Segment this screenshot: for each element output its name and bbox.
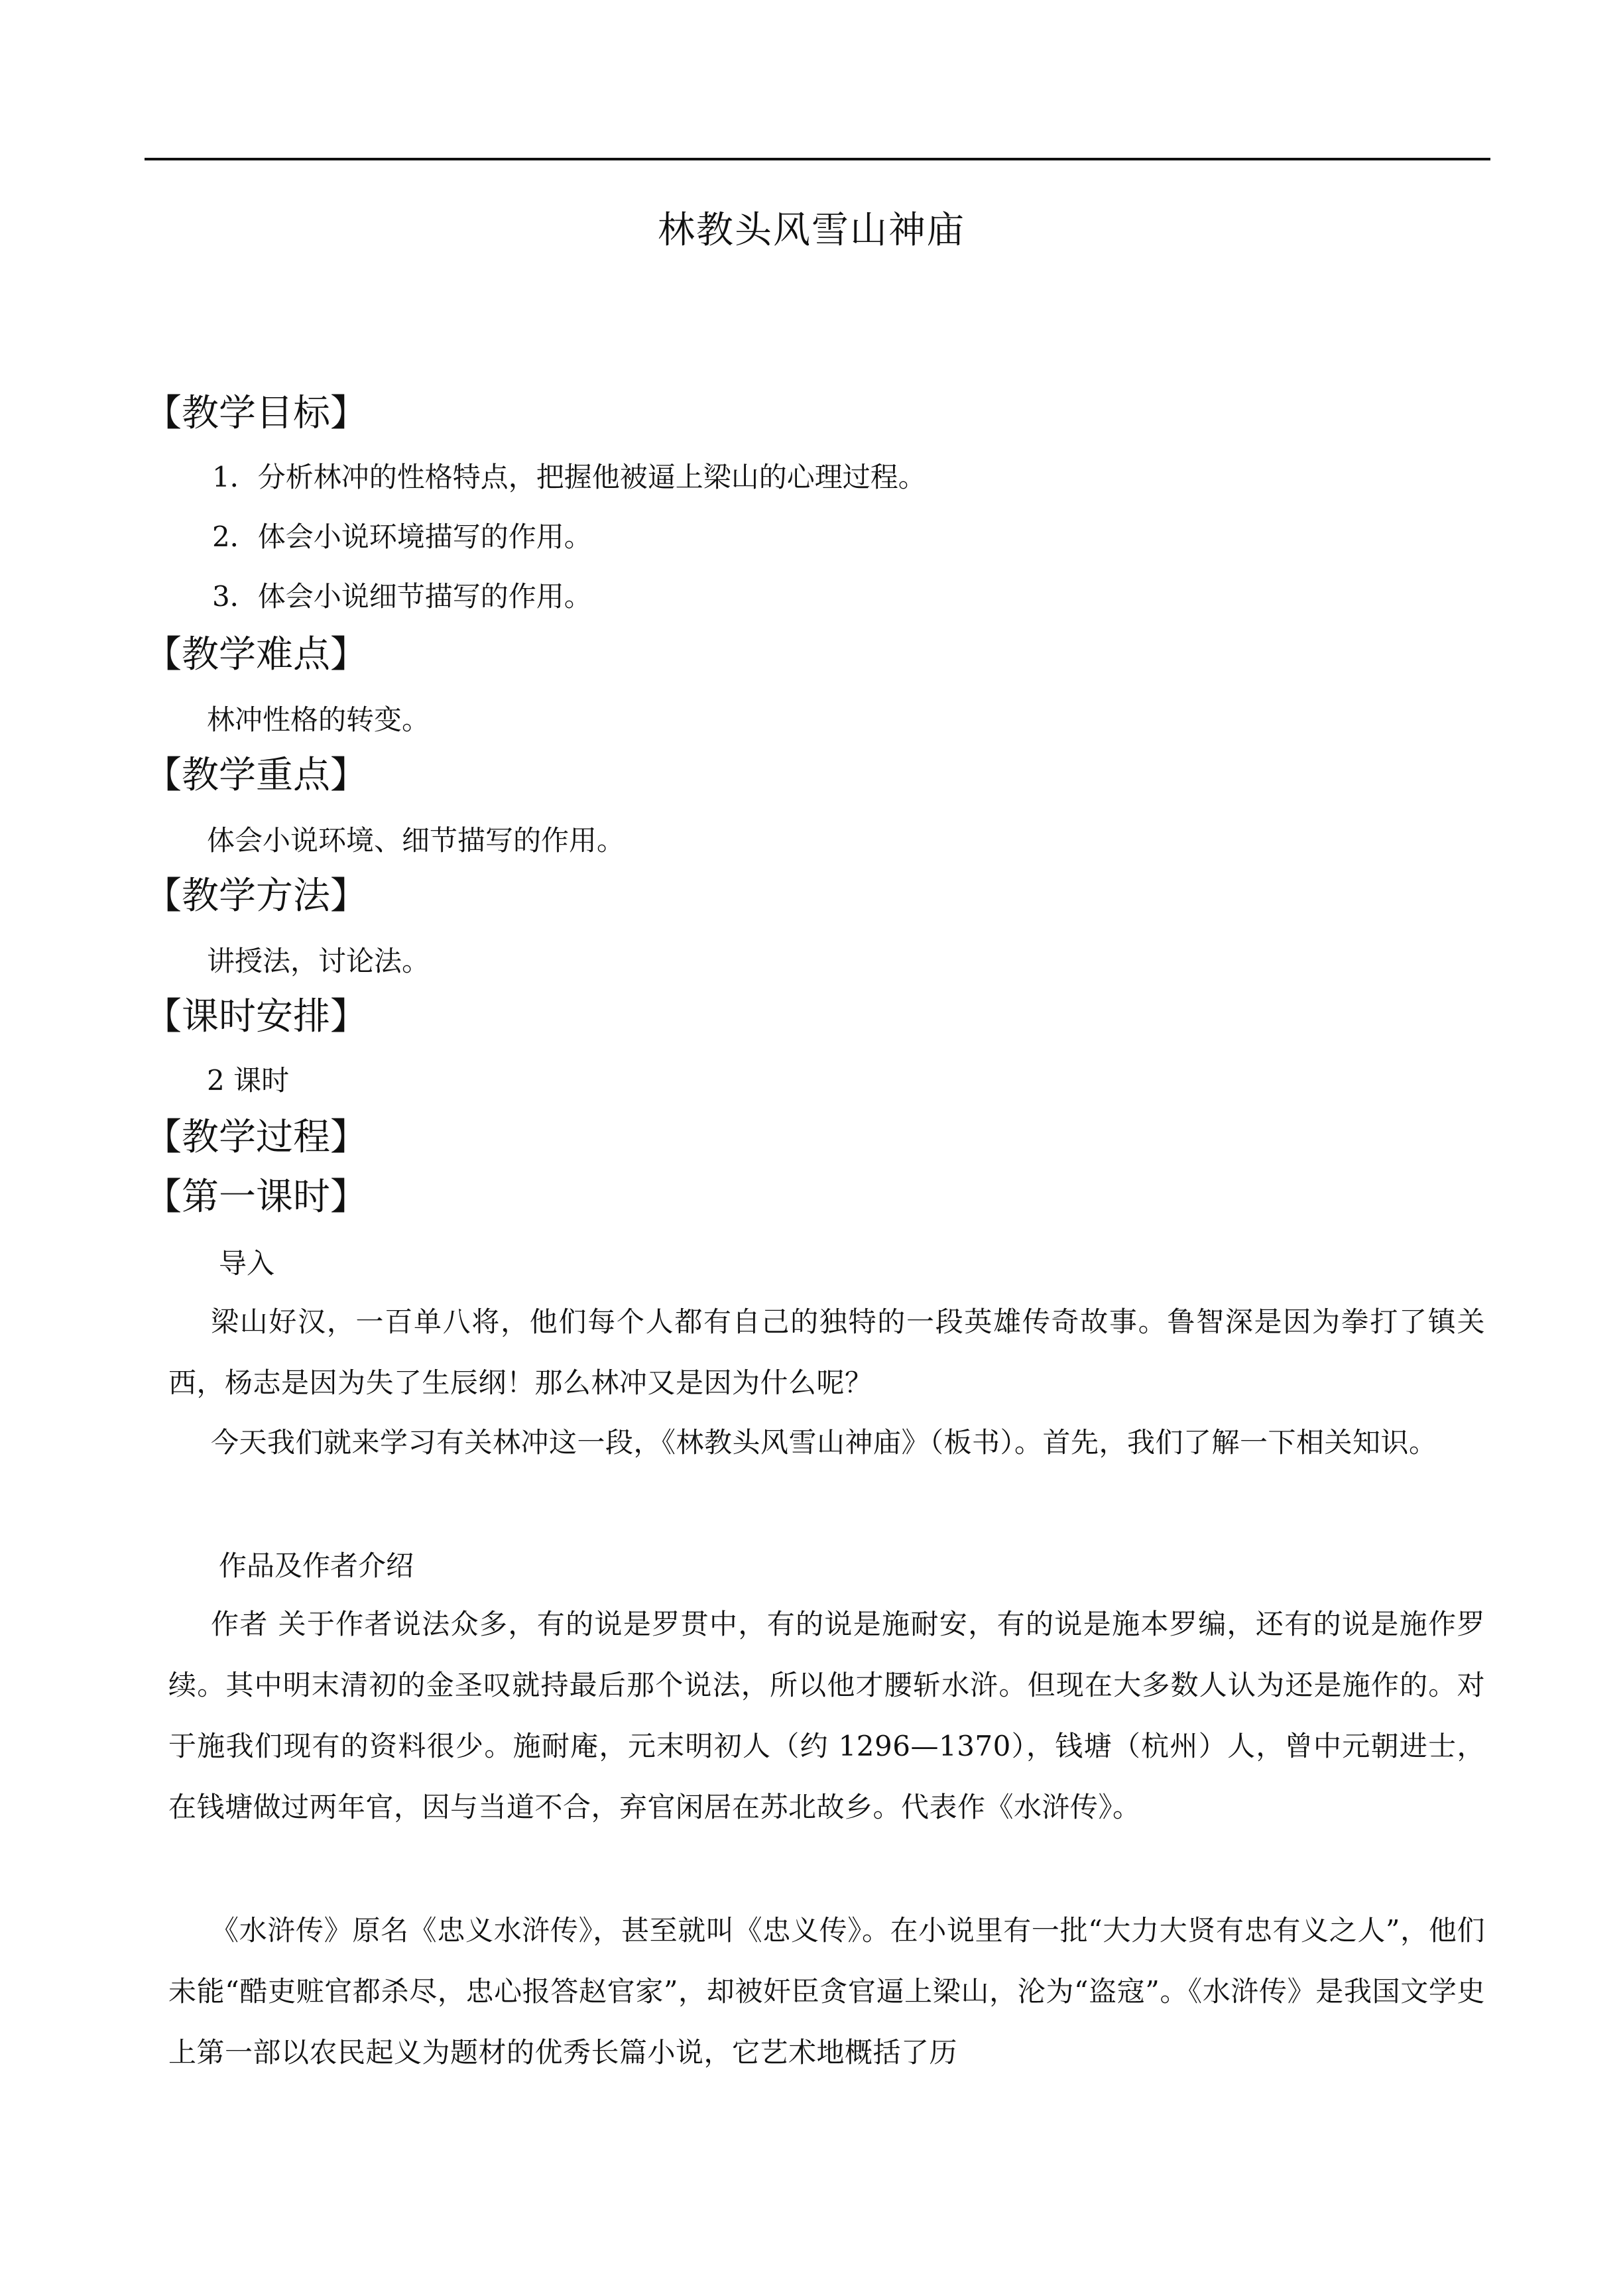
heading-first-lesson: 【第一课时】 [145, 1176, 367, 1219]
heading-schedule: 【课时安排】 [145, 995, 367, 1038]
author-paragraph-1: 作者 关于作者说法众多，有的说是罗贯中，有的说是施耐安，有的说是施本罗编，还有的说是施作罗续。其中明末清初的金圣叹就持最后那个说法，所以他才腰斩水浒。但现在大多数人认为还是施作的。对于施我们现有的资料很少。施耐庵，元末明初人（约 1296—1370），钱塘（杭州）人，曾中元朝进士，在钱塘做过两年官，因与当道不合，弃官闲居在苏北故乡。代表作《水浒传》。 [168, 1608, 1485, 1823]
intro-paragraph-2: 今天我们就来学习有关林冲这一段，《林教头风雪山神庙》（板书）。首先，我们了解一下相关知识。 [211, 1426, 1437, 1459]
heading-key-points: 【教学重点】 [145, 754, 367, 797]
header-rule [145, 158, 1490, 160]
author-paragraph-2: 《水浒传》原名《忠义水浒传》，甚至就叫《忠义传》。在小说里有一批“大力大贤有忠有义之人”，他们未能“酷吏赃官都杀尽，忠心报答赵官家”，却被奸臣贪官逼上梁山，沦为“盗寇”。《水浒传》是我国文学史上第一部以农民起义为题材的优秀长篇小说，它艺术地概括了历 [168, 1914, 1485, 2069]
heading-objectives: 【教学目标】 [145, 392, 367, 435]
heading-difficulty: 【教学难点】 [145, 633, 367, 676]
objective-item-3: 3．体会小说细节描写的作用。 [212, 580, 592, 613]
page-title: 林教头风雪山神庙 [658, 209, 965, 252]
intro-paragraph-1: 梁山好汉，一百单八将，他们每个人都有自己的独特的一段英雄传奇故事。鲁智深是因为拳打了镇关西，杨志是因为失了生辰纲！那么林冲又是因为什么呢？ [168, 1305, 1485, 1399]
difficulty-text: 林冲性格的转变。 [207, 703, 430, 736]
key-points-text: 体会小说环境、细节描写的作用。 [207, 824, 625, 857]
objective-item-2: 2．体会小说环境描写的作用。 [212, 520, 592, 553]
schedule-text: 2 课时 [207, 1064, 290, 1097]
objective-item-1: 1．分析林冲的性格特点，把握他被逼上梁山的心理过程。 [212, 461, 926, 493]
methods-text: 讲授法，讨论法。 [207, 945, 430, 977]
heading-process: 【教学过程】 [145, 1116, 367, 1159]
author-label: 作品及作者介绍 [219, 1549, 414, 1582]
heading-methods: 【教学方法】 [145, 875, 367, 918]
intro-label: 导入 [219, 1247, 275, 1280]
